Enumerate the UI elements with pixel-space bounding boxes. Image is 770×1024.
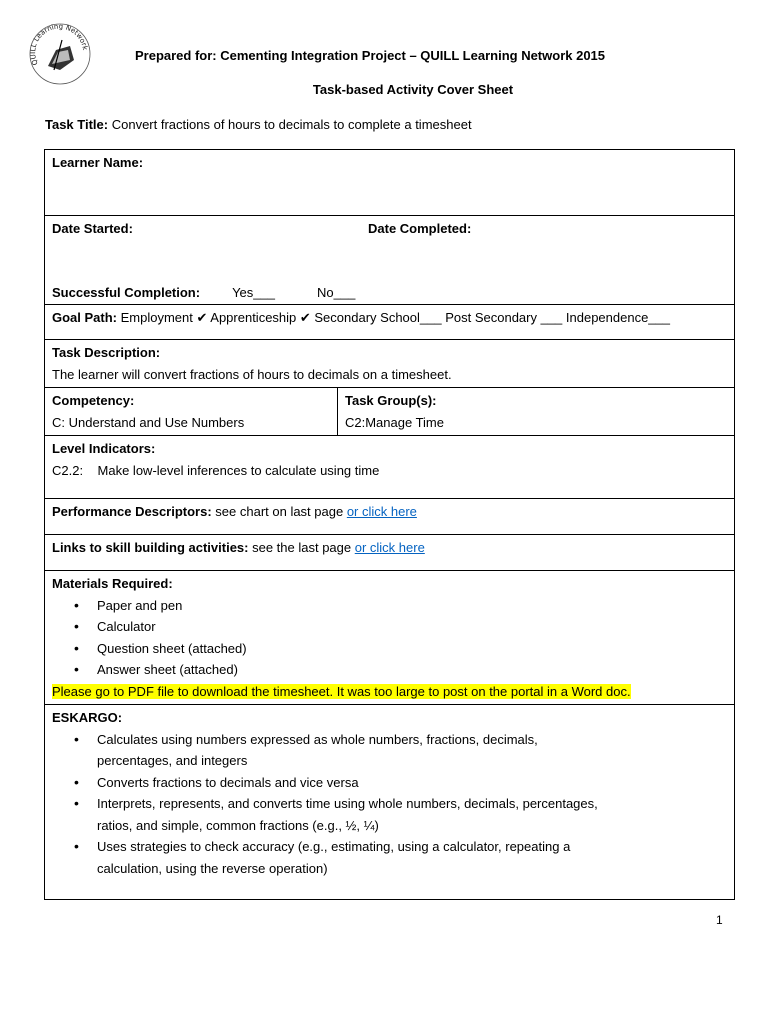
task-title bbox=[45, 117, 472, 132]
level-indicators-cell bbox=[45, 436, 735, 499]
level-indicator-text: Make low-level inferences to calculate using time bbox=[97, 462, 380, 478]
skill-links-label: Links to skill building activities: bbox=[52, 540, 249, 555]
competency-label: Competency: bbox=[52, 393, 135, 408]
successful-completion-row bbox=[52, 282, 355, 304]
materials-list bbox=[52, 595, 727, 681]
learner-name-label: Learner Name: bbox=[52, 155, 144, 170]
task-description-cell bbox=[45, 340, 735, 388]
task-description-label: Task Description: bbox=[52, 345, 161, 360]
list-item: • Question sheet (attached) bbox=[97, 638, 727, 660]
list-item: • Calculator bbox=[97, 616, 727, 638]
goal-path-label: Goal Path: bbox=[52, 310, 118, 325]
task-group-value: C2:Manage Time bbox=[345, 414, 444, 430]
list-item: • Converts fractions to decimals and vice versa bbox=[97, 772, 632, 794]
performance-descriptors-label: Performance Descriptors: bbox=[52, 504, 212, 519]
level-indicator-code: C2.2: bbox=[52, 462, 84, 478]
skill-links-link[interactable]: or click here bbox=[354, 540, 425, 555]
competency-value: C: Understand and Use Numbers bbox=[52, 414, 245, 430]
cover-sheet-table bbox=[44, 149, 735, 900]
list-item: • Interprets, represents, and converts time using whole numbers, decimals, percentages, ratios, and simple, common fractions (e.g., ½, ¼) bbox=[97, 793, 632, 836]
materials-cell bbox=[45, 571, 735, 705]
materials-label: Materials Required: bbox=[52, 576, 173, 591]
performance-descriptors-cell bbox=[45, 499, 735, 535]
materials-note: Please go to PDF file to download the timesheet. It was too large to post on the portal in a Word doc. bbox=[52, 683, 631, 699]
learner-name-cell[interactable] bbox=[45, 150, 735, 216]
performance-descriptors-text: see chart on last page bbox=[211, 504, 347, 519]
task-description-text: The learner will convert fractions of hours to decimals on a timesheet. bbox=[52, 366, 452, 382]
eskargo-label: ESKARGO: bbox=[52, 710, 123, 725]
list-item: • Paper and pen bbox=[97, 595, 727, 617]
completion-yes-option[interactable]: Yes___ bbox=[232, 285, 275, 300]
eskargo-cell bbox=[45, 705, 735, 900]
date-completed-label: Date Completed: bbox=[368, 221, 472, 236]
dates-cell[interactable] bbox=[45, 216, 735, 305]
successful-completion-label: Successful Completion: bbox=[52, 285, 201, 300]
task-group-cell bbox=[338, 388, 735, 436]
skill-links-cell bbox=[45, 535, 735, 571]
task-group-label: Task Group(s): bbox=[345, 393, 437, 408]
list-item: • Answer sheet (attached) bbox=[97, 659, 727, 681]
task-title-value: Convert fractions of hours to decimals to complete a timesheet bbox=[108, 117, 472, 132]
goal-path-cell bbox=[45, 305, 735, 340]
skill-links-text: see the last page bbox=[248, 540, 355, 555]
eskargo-list bbox=[52, 729, 727, 880]
goal-path-options[interactable]: Employment ✔ Apprenticeship ✔ Secondary School___ Post Secondary ___ Independence___ bbox=[117, 310, 670, 325]
level-indicator-item bbox=[52, 460, 727, 482]
cover-sheet-subtitle: Task-based Activity Cover Sheet bbox=[312, 82, 514, 97]
completion-no-option[interactable]: No___ bbox=[316, 285, 356, 300]
date-started-label: Date Started: bbox=[52, 221, 133, 236]
list-item: • Uses strategies to check accuracy (e.g., estimating, using a calculator, repeating a calculation, using the reverse operation) bbox=[97, 836, 632, 879]
level-indicators-label: Level Indicators: bbox=[52, 441, 156, 456]
list-item: • Calculates using numbers expressed as whole numbers, fractions, decimals, percentages, and integers bbox=[97, 729, 632, 772]
competency-cell bbox=[45, 388, 338, 436]
page-number: 1 bbox=[716, 913, 723, 927]
performance-descriptors-link[interactable]: or click here bbox=[346, 504, 417, 519]
task-title-label: Task Title: bbox=[45, 117, 109, 132]
logo-text: QUILL Learning Network bbox=[29, 22, 90, 67]
prepared-for-heading: Prepared for: Cementing Integration Project – QUILL Learning Network 2015 bbox=[134, 48, 606, 63]
